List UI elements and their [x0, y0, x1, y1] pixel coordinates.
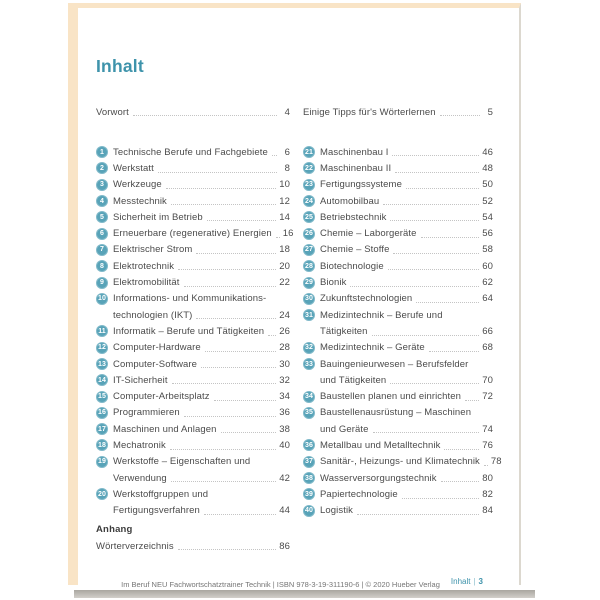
- toc-entry-line: [303, 225, 493, 241]
- dotted-leader: [178, 269, 276, 270]
- toc-entry-label: Messtechnik: [113, 195, 167, 207]
- toc-page-number: 84: [482, 505, 493, 517]
- toc-entry-label: Tätigkeiten: [320, 325, 368, 337]
- toc-page-number: 24: [279, 309, 290, 321]
- dotted-leader: [184, 286, 277, 287]
- toc-page-number: 26: [279, 325, 290, 337]
- toc-entry-label: Technische Berufe und Fachgebiete: [113, 146, 268, 158]
- chapter-number-badge: 30: [303, 293, 315, 305]
- toc-entry-line: [96, 193, 290, 209]
- toc-entry: [303, 242, 493, 258]
- chapter-number-badge: 12: [96, 342, 108, 354]
- toc-entry: [96, 538, 290, 554]
- toc-page-number: 5: [487, 106, 493, 118]
- toc-page-number: 68: [482, 342, 493, 354]
- toc-entry: [303, 486, 493, 502]
- toc-entry: [303, 209, 493, 225]
- toc-entry-label: Werkstoffe – Eigenschaften und: [113, 456, 251, 468]
- toc-page-number: 30: [279, 358, 290, 370]
- toc-entry: [303, 274, 493, 290]
- toc-entry-line: [96, 209, 290, 225]
- toc-page-number: 52: [482, 195, 493, 207]
- dotted-leader: [172, 383, 277, 384]
- dotted-leader: [171, 204, 276, 205]
- toc-entry: [303, 177, 493, 193]
- dotted-leader: [133, 115, 277, 116]
- toc-entry-label: Vorwort: [96, 106, 129, 118]
- toc-entry-line: [96, 405, 290, 421]
- dotted-leader: [392, 155, 479, 156]
- toc-page-number: 44: [279, 505, 290, 517]
- toc-page-number: 74: [482, 423, 493, 435]
- chapter-number-badge: 26: [303, 228, 315, 240]
- toc-entry-label: Elektrotechnik: [113, 260, 175, 272]
- chapter-number-badge: 35: [303, 407, 315, 419]
- toc-entry: [96, 437, 290, 453]
- dotted-leader: [221, 432, 277, 433]
- toc-column-left: [96, 144, 294, 519]
- toc-entry-line: [96, 486, 290, 502]
- toc-entry-line: [303, 454, 502, 470]
- toc-entry: [96, 160, 290, 176]
- toc-entry-line: [303, 242, 493, 258]
- toc-entry-line: [96, 538, 290, 554]
- toc-entry: [96, 177, 290, 193]
- toc-page-number: 16: [282, 228, 294, 240]
- toc-entry-label: Sicherheit im Betrieb: [113, 211, 203, 223]
- toc-entry-line: [96, 144, 290, 160]
- toc-entry-label: Elektrischer Strom: [113, 244, 193, 256]
- toc-entry: [303, 160, 493, 176]
- dotted-leader: [205, 351, 276, 352]
- toc-entry: [96, 372, 290, 388]
- dotted-leader: [390, 220, 479, 221]
- toc-entry-label: Einige Tipps für's Wörterlernen: [303, 106, 436, 118]
- toc-entry-line: [303, 291, 493, 307]
- footer-pagination: [451, 577, 483, 586]
- dotted-leader: [272, 155, 277, 156]
- toc-entry-label: Zukunftstechnologien: [320, 293, 413, 305]
- dotted-leader: [441, 481, 480, 482]
- chapter-number-badge: 24: [303, 195, 315, 207]
- toc-page-number: 80: [482, 472, 493, 484]
- chapter-number-badge: 21: [303, 146, 315, 158]
- front-matter-left: [96, 104, 290, 120]
- dotted-leader: [421, 237, 480, 238]
- dotted-leader: [171, 481, 276, 482]
- toc-page-number: 8: [284, 162, 290, 174]
- toc-entry-line: [96, 421, 290, 437]
- dotted-leader: [444, 449, 479, 450]
- toc-entry-line: [96, 372, 290, 388]
- toc-entry: [303, 307, 493, 340]
- toc-entry: [303, 405, 493, 438]
- toc-entry: [303, 340, 493, 356]
- toc-entry-label: Betriebstechnik: [320, 211, 387, 223]
- chapter-number-badge: 27: [303, 244, 315, 256]
- toc-entry: [303, 454, 502, 470]
- toc-page-number: 86: [279, 540, 290, 552]
- chapter-number-badge: 14: [96, 374, 108, 386]
- toc-entry: [96, 144, 290, 160]
- book-page: [68, 3, 521, 589]
- toc-entry: [96, 104, 290, 120]
- dotted-leader: [184, 416, 276, 417]
- chapter-number-badge: 13: [96, 358, 108, 370]
- toc-entry-label: Biotechnologie: [320, 260, 384, 272]
- chapter-number-badge: 4: [96, 195, 108, 207]
- footer-page-number: 3: [478, 577, 483, 586]
- toc-entry-label: Chemie – Laborgeräte: [320, 228, 417, 240]
- footer-divider: |: [473, 577, 476, 586]
- toc-column-right: [303, 144, 502, 519]
- toc-entry-label: und Tätigkeiten: [320, 374, 387, 386]
- dotted-leader: [390, 383, 479, 384]
- chapter-number-badge: 29: [303, 277, 315, 289]
- dotted-leader: [440, 115, 480, 116]
- toc-entry-label: Bionik: [320, 277, 347, 289]
- dotted-leader: [357, 514, 479, 515]
- page-title: Inhalt: [96, 56, 144, 76]
- dotted-leader: [350, 286, 479, 287]
- toc-entry-line: [96, 388, 290, 404]
- toc-entry-line: [96, 177, 290, 193]
- toc-entry: [96, 274, 290, 290]
- toc-entry: [303, 356, 493, 389]
- toc-entry-label: Papiertechnologie: [320, 488, 398, 500]
- toc-entry-line: [303, 340, 493, 356]
- toc-entry: [96, 454, 290, 487]
- toc-entry: [96, 193, 290, 209]
- chapter-number-badge: 7: [96, 244, 108, 256]
- toc-page-number: 82: [482, 488, 493, 500]
- toc-page-number: 12: [279, 195, 290, 207]
- toc-entry-line: [96, 291, 290, 307]
- toc-entry: [96, 323, 290, 339]
- toc-entry: [96, 421, 290, 437]
- toc-entry-label: technologien (IKT): [113, 309, 193, 321]
- toc-entry-label: Mechatronik: [113, 439, 166, 451]
- dotted-leader: [388, 269, 479, 270]
- toc-entry-line: [303, 323, 493, 339]
- toc-page-number: 70: [482, 374, 493, 386]
- chapter-number-badge: 6: [96, 228, 108, 240]
- chapter-number-badge: 34: [303, 391, 315, 403]
- toc-entry-label: Bauingenieurwesen – Berufsfelder: [320, 358, 469, 370]
- toc-entry-line: [303, 486, 493, 502]
- toc-entry-line: [303, 356, 493, 372]
- dotted-leader: [393, 253, 479, 254]
- toc-page-number: 72: [482, 391, 493, 403]
- toc-entry-label: Elektromobilität: [113, 277, 180, 289]
- toc-entry: [96, 340, 290, 356]
- chapter-number-badge: 33: [303, 358, 315, 370]
- toc-entry: [96, 225, 294, 241]
- toc-entry: [96, 388, 290, 404]
- dotted-leader: [166, 188, 276, 189]
- toc-entry-label: Computer-Software: [113, 358, 198, 370]
- toc-entry: [303, 104, 493, 120]
- toc-entry-line: [96, 225, 294, 241]
- chapter-number-badge: 25: [303, 211, 315, 223]
- toc-entry-label: Automobilbau: [320, 195, 380, 207]
- dotted-leader: [402, 498, 479, 499]
- toc-entry-label: Chemie – Stoffe: [320, 244, 390, 256]
- toc-entry-label: Verwendung: [113, 472, 167, 484]
- toc-entry-line: [303, 437, 493, 453]
- toc-entry: [303, 470, 493, 486]
- dotted-leader: [158, 172, 277, 173]
- toc-entry-line: [303, 421, 493, 437]
- dotted-leader: [170, 449, 276, 450]
- chapter-number-badge: 3: [96, 179, 108, 191]
- chapter-number-badge: 28: [303, 260, 315, 272]
- toc-entry-label: Wasserversorgungstechnik: [320, 472, 437, 484]
- toc-page-number: 14: [279, 211, 290, 223]
- toc-page-number: 40: [279, 439, 290, 451]
- toc-entry-label: Maschinenbau II: [320, 162, 392, 174]
- toc-entry-label: Erneuerbare (regenerative) Energien: [113, 228, 272, 240]
- toc-entry: [96, 356, 290, 372]
- chapter-number-badge: 22: [303, 162, 315, 174]
- dotted-leader: [207, 220, 276, 221]
- toc-entry: [96, 242, 290, 258]
- chapter-number-badge: 32: [303, 342, 315, 354]
- toc-entry: [303, 291, 493, 307]
- toc-entry-line: [303, 470, 493, 486]
- toc-page-number: 36: [279, 407, 290, 419]
- dotted-leader: [372, 335, 480, 336]
- toc-entry-label: Fertigungsverfahren: [113, 505, 200, 517]
- toc-entry-label: Baustellenausrüstung – Maschinen: [320, 407, 472, 419]
- toc-entry-line: [303, 388, 493, 404]
- dotted-leader: [214, 400, 277, 401]
- chapter-number-badge: 39: [303, 488, 315, 500]
- toc-entry-label: IT-Sicherheit: [113, 374, 168, 386]
- toc-page-number: 28: [279, 342, 290, 354]
- toc-entry-line: [303, 405, 493, 421]
- chapter-number-badge: 10: [96, 293, 108, 305]
- dotted-leader: [406, 188, 479, 189]
- toc-entry: [96, 291, 290, 324]
- toc-page-number: 6: [284, 146, 290, 158]
- toc-entry-label: Werkzeuge: [113, 179, 162, 191]
- chapter-number-badge: 16: [96, 407, 108, 419]
- toc-page-number: 10: [279, 179, 290, 191]
- toc-entry: [303, 225, 493, 241]
- toc-page-number: 34: [279, 391, 290, 403]
- toc-entry-label: Sanitär-, Heizungs- und Klimatechnik: [320, 456, 480, 468]
- toc-page-number: 56: [482, 228, 493, 240]
- toc-entry-line: [303, 160, 493, 176]
- toc-entry-label: und Geräte: [320, 423, 369, 435]
- toc-entry-label: Medizintechnik – Berufe und: [320, 309, 443, 321]
- toc-entry-line: [96, 503, 290, 519]
- toc-entry-line: [303, 372, 493, 388]
- toc-entry-line: [303, 307, 493, 323]
- toc-page-number: 46: [482, 146, 493, 158]
- toc-entry: [303, 437, 493, 453]
- toc-entry-line: [96, 307, 290, 323]
- toc-entry-line: [96, 323, 290, 339]
- chapter-number-badge: 5: [96, 211, 108, 223]
- front-matter-right: [303, 104, 493, 120]
- toc-entry: [303, 144, 493, 160]
- dotted-leader: [196, 318, 276, 319]
- toc-page-number: 78: [490, 456, 502, 468]
- toc-entry-line: [96, 454, 290, 470]
- page-bottom-shadow: [74, 590, 535, 598]
- toc-page-number: 20: [279, 260, 290, 272]
- toc-entry-line: [96, 340, 290, 356]
- toc-page-number: 38: [279, 423, 290, 435]
- dotted-leader: [268, 335, 276, 336]
- toc-entry: [96, 258, 290, 274]
- chapter-number-badge: 15: [96, 391, 108, 403]
- toc-entry: [96, 486, 290, 519]
- toc-entry-line: [303, 209, 493, 225]
- dotted-leader: [196, 253, 276, 254]
- imprint-line: Im Beruf NEU Fachwortschatztrainer Technik | ISBN 978-3-19-311190-6 | © 2020 Hueber Verlag: [121, 580, 440, 589]
- toc-entry: [303, 193, 493, 209]
- toc-entry-line: [96, 104, 290, 120]
- toc-entry-label: Maschinenbau I: [320, 146, 389, 158]
- toc-page-number: 50: [482, 179, 493, 191]
- toc-entry-label: Programmieren: [113, 407, 180, 419]
- dotted-leader: [465, 400, 479, 401]
- appendix-section: [96, 520, 290, 554]
- toc-page-number: 18: [279, 244, 290, 256]
- dotted-leader: [276, 237, 280, 238]
- toc-page-number: 22: [279, 277, 290, 289]
- dotted-leader: [484, 465, 488, 466]
- chapter-number-badge: 23: [303, 179, 315, 191]
- chapter-number-badge: 31: [303, 309, 315, 321]
- toc-entry: [303, 388, 493, 404]
- toc-page-number: 58: [482, 244, 493, 256]
- toc-entry-line: [96, 274, 290, 290]
- chapter-number-badge: 8: [96, 260, 108, 272]
- chapter-number-badge: 40: [303, 505, 315, 517]
- toc-entry-line: [96, 356, 290, 372]
- dotted-leader: [416, 302, 479, 303]
- toc-entry-line: [96, 242, 290, 258]
- toc-entry-line: [303, 274, 493, 290]
- toc-entry-label: Werkstatt: [113, 162, 154, 174]
- dotted-leader: [395, 172, 479, 173]
- toc-page-number: 64: [482, 293, 493, 305]
- toc-entry-label: Metallbau und Metalltechnik: [320, 439, 441, 451]
- toc-page-number: 62: [482, 277, 493, 289]
- toc-page-number: 66: [482, 325, 493, 337]
- toc-page-number: 42: [279, 472, 290, 484]
- toc-page-number: 32: [279, 374, 290, 386]
- chapter-number-badge: 17: [96, 423, 108, 435]
- toc-entry-label: Medizintechnik – Geräte: [320, 342, 425, 354]
- toc-entry-line: [96, 470, 290, 486]
- toc-entry-line: [96, 437, 290, 453]
- toc-entry-label: Maschinen und Anlagen: [113, 423, 217, 435]
- toc-entry-label: Informatik – Berufe und Tätigkeiten: [113, 325, 265, 337]
- chapter-number-badge: 2: [96, 162, 108, 174]
- toc-entry-label: Informations- und Kommunikations-: [113, 293, 267, 305]
- chapter-number-badge: 19: [96, 456, 108, 468]
- toc-entry: [303, 258, 493, 274]
- toc-page-number: 48: [482, 162, 493, 174]
- toc-entry-label: Baustellen planen und einrichten: [320, 391, 462, 403]
- chapter-number-badge: 38: [303, 472, 315, 484]
- dotted-leader: [201, 367, 276, 368]
- toc-entry-line: [96, 160, 290, 176]
- toc-entry-label: Logistik: [320, 505, 354, 517]
- toc-entry-label: Computer-Arbeitsplatz: [113, 391, 210, 403]
- toc-page-number: 76: [482, 439, 493, 451]
- appendix-heading: Anhang: [96, 523, 133, 535]
- toc-entry-label: Werkstoffgruppen und: [113, 488, 209, 500]
- toc-entry: [96, 405, 290, 421]
- dotted-leader: [429, 351, 479, 352]
- dotted-leader: [383, 204, 479, 205]
- toc-entry-line: [303, 104, 493, 120]
- toc-page-number: 4: [284, 106, 290, 118]
- chapter-number-badge: 11: [96, 325, 108, 337]
- toc-entry-label: Fertigungssysteme: [320, 179, 402, 191]
- chapter-number-badge: 18: [96, 439, 108, 451]
- toc-entry: [303, 503, 493, 519]
- appendix-entries: [96, 538, 290, 554]
- chapter-number-badge: 1: [96, 146, 108, 158]
- toc-entry-line: [303, 193, 493, 209]
- toc-entry-line: [303, 177, 493, 193]
- toc-entry-label: Wörterverzeichnis: [96, 540, 174, 552]
- chapter-number-badge: 20: [96, 488, 108, 500]
- dotted-leader: [373, 432, 480, 433]
- toc-page-number: 54: [482, 211, 493, 223]
- chapter-number-badge: 37: [303, 456, 315, 468]
- chapter-number-badge: 9: [96, 277, 108, 289]
- toc-entry-label: Computer-Hardware: [113, 342, 201, 354]
- toc-entry-line: [303, 503, 493, 519]
- toc-entry: [96, 209, 290, 225]
- dotted-leader: [204, 514, 276, 515]
- toc-entry-line: [96, 258, 290, 274]
- toc-entry-line: [303, 144, 493, 160]
- footer-section-label: Inhalt: [450, 577, 471, 586]
- toc-page-number: 60: [482, 260, 493, 272]
- chapter-number-badge: 36: [303, 439, 315, 451]
- toc-entry-line: [303, 258, 493, 274]
- dotted-leader: [178, 549, 277, 550]
